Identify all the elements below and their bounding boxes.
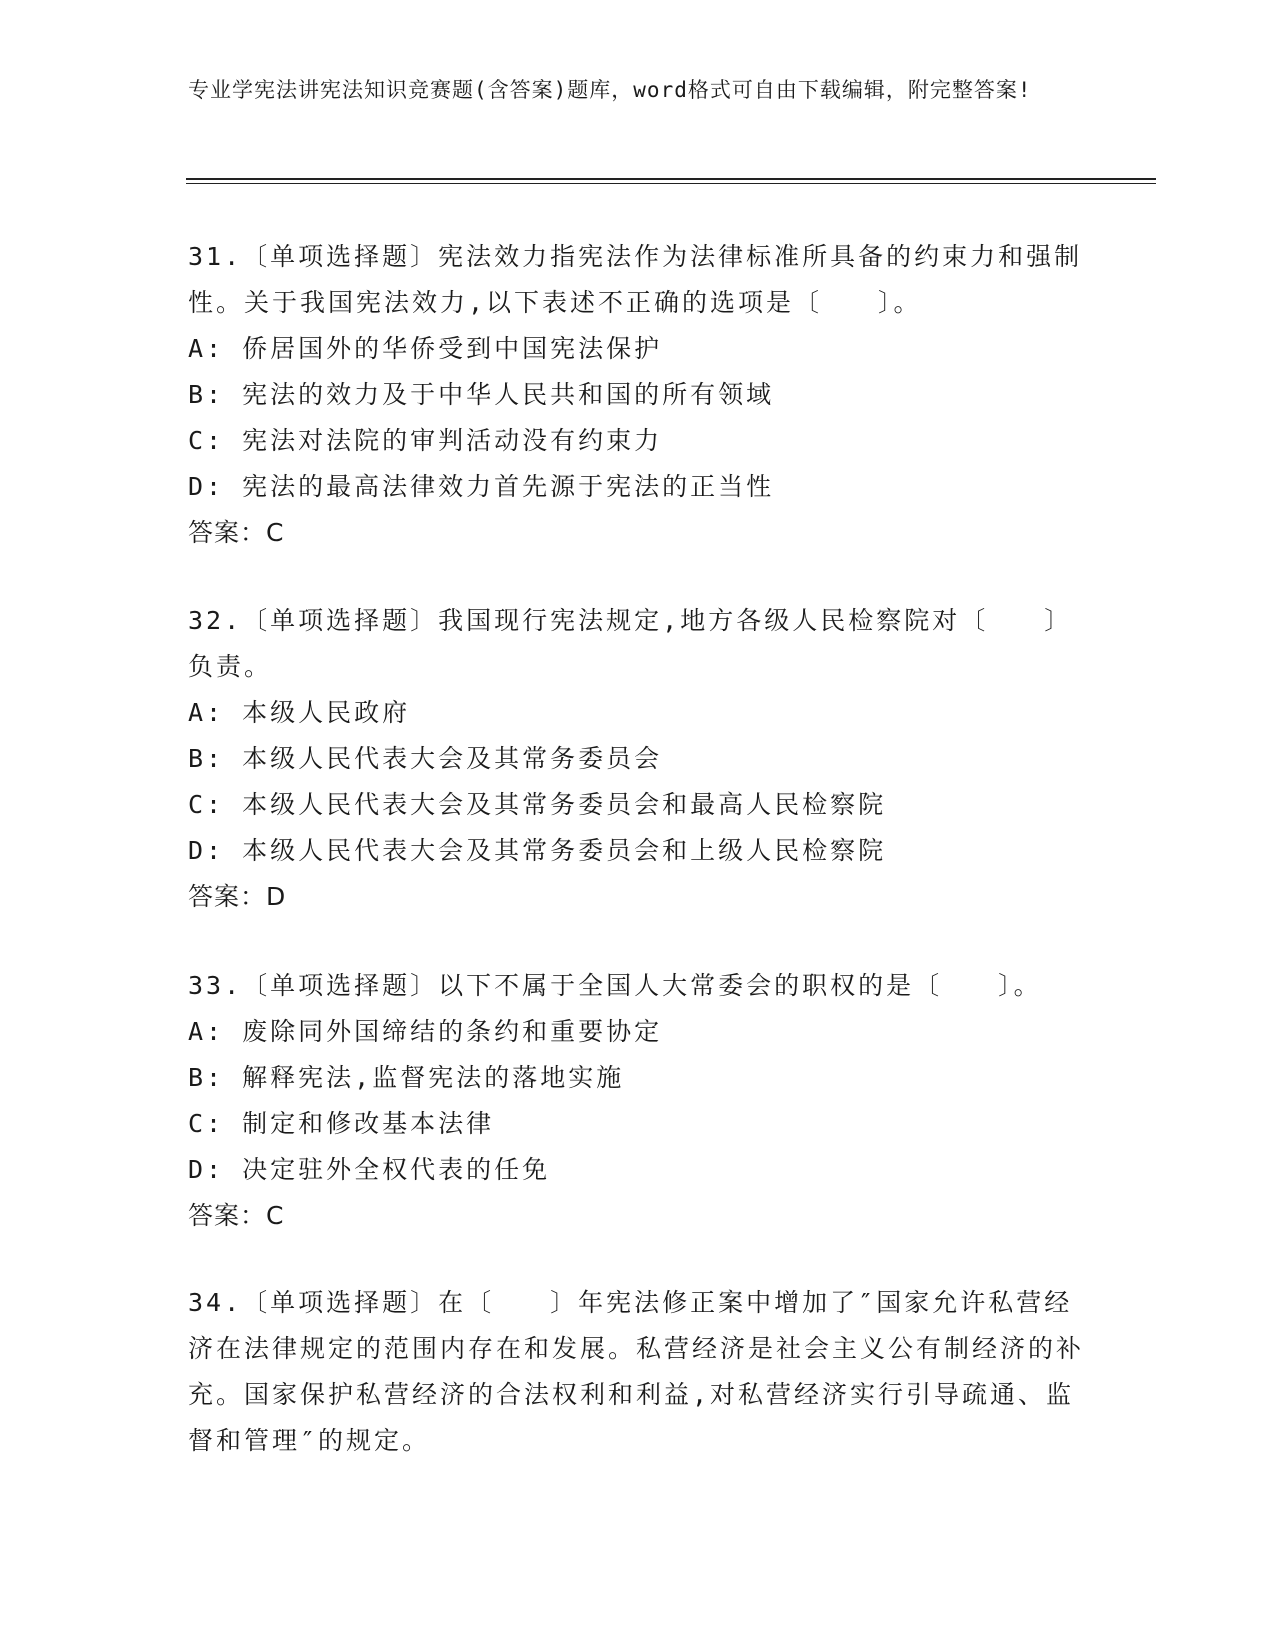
option-b: B: 宪法的效力及于中华人民共和国的所有领域 <box>188 380 775 409</box>
answer-label: 答案：C <box>188 1201 285 1230</box>
option-d: D: 本级人民代表大会及其常务委员会和上级人民检察院 <box>188 836 887 865</box>
option-a: A: 侨居国外的华侨受到中国宪法保护 <box>188 334 663 363</box>
option-d: D: 决定驻外全权代表的任免 <box>188 1155 551 1184</box>
option-a: A: 本级人民政府 <box>188 698 411 727</box>
answer-label: 答案：C <box>188 518 285 547</box>
option-d: D: 宪法的最高法律效力首先源于宪法的正当性 <box>188 472 775 501</box>
question-34 <box>188 1280 1088 1464</box>
header-divider-thin <box>186 183 1156 184</box>
option-b: B: 本级人民代表大会及其常务委员会 <box>188 744 663 773</box>
document-header: 专业学宪法讲宪法知识竞赛题(含答案)题库，word格式可自由下载编辑，附完整答案! <box>188 78 1032 102</box>
question-31 <box>188 234 1088 556</box>
option-c: C: 本级人民代表大会及其常务委员会和最高人民检察院 <box>188 790 887 819</box>
option-b: B: 解释宪法,监督宪法的落地实施 <box>188 1063 625 1092</box>
option-c: C: 宪法对法院的审判活动没有约束力 <box>188 426 663 455</box>
question-33 <box>188 963 1088 1239</box>
question-stem: 32.〔单项选择题〕我国现行宪法规定,地方各级人民检察院对〔 〕负责。 <box>188 606 1073 681</box>
option-c: C: 制定和修改基本法律 <box>188 1109 495 1138</box>
question-stem: 34.〔单项选择题〕在〔 〕年宪法修正案中增加了″国家允许私营经济在法律规定的范围内存在和发展。私营经济是社会主义公有制经济的补充。国家保护私营经济的合法权利和利益,对私营经济实行引导疏通、监督和管理″的规定。 <box>188 1288 1085 1455</box>
answer-label: 答案：D <box>188 882 287 911</box>
question-stem: 33.〔单项选择题〕以下不属于全国人大常委会的职权的是〔 〕。 <box>188 971 1042 1000</box>
question-32 <box>188 598 1088 920</box>
header-divider-thick <box>186 178 1156 180</box>
option-a: A: 废除同外国缔结的条约和重要协定 <box>188 1017 663 1046</box>
question-stem: 31.〔单项选择题〕宪法效力指宪法作为法律标准所具备的约束力和强制性。关于我国宪法效力,以下表述不正确的选项是〔 〕。 <box>188 242 1083 317</box>
